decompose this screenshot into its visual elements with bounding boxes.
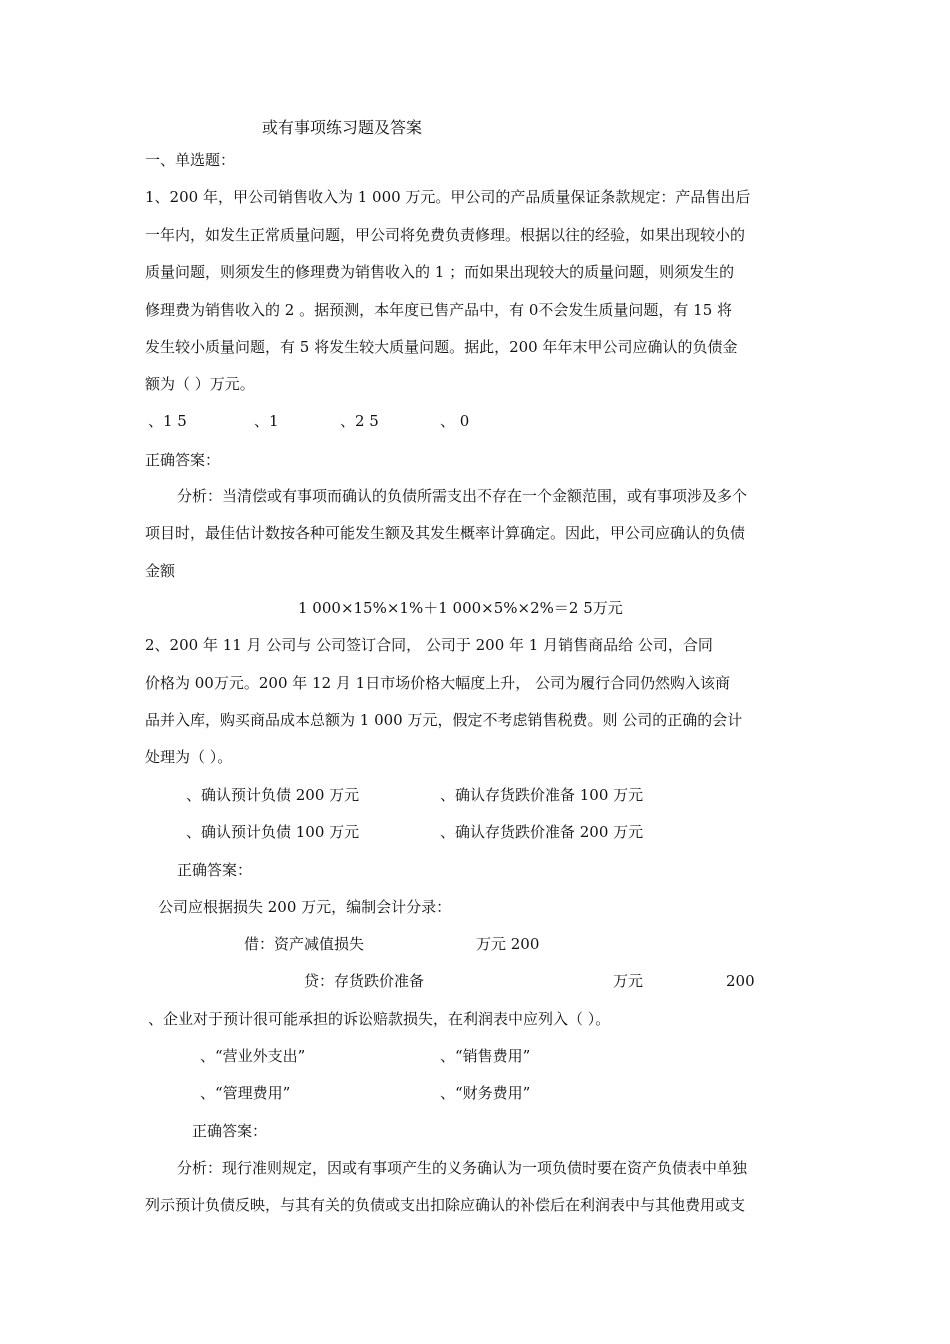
q2-option-d: 、确认存货跌价准备 200 万元 [440,823,644,841]
q2-option-a: 、确认预计负债 200 万元 [186,786,360,804]
q2-line: 处理为（ ）。 [145,748,233,766]
q2-answer-label: 正确答案： [177,861,253,879]
q1-option-a: 、1 5 [148,412,187,430]
q1-line: 一年内，如发生正常质量问题，甲公司将免费负责修理。根据以往的经验，如果出现较小的 [145,226,746,244]
q1-analysis-line: 金额 [145,562,176,580]
q1-analysis-line: 分析：当清偿或有事项而确认的负债所需支出不存在一个金额范围，或有事项涉及多个 [177,487,748,505]
q3-analysis-line: 分析：现行准则规定，因或有事项产生的义务确认为一项负债时要在资产负债表中单独 [177,1159,748,1177]
q2-line: 2、200 年 11 月 公司与 公司签订合同， 公司于 200 年 1 月销售商品给 公司，合同 [145,636,713,654]
q2-credit-amount: 200 [726,972,755,990]
q2-line: 品并入库，购买商品成本总额为 1 000 万元，假定不考虑销售税费。则 公司的正确的会计 [145,711,743,729]
q2-debit-amount: 万元 200 [476,935,540,953]
q2-credit-entry: 贷：存货跌价准备 [304,972,425,990]
q1-line: 修理费为销售收入的 2 。据预测，本年度已售产品中，有 0不会发生质量问题，有 15 将 [145,301,733,319]
q2-credit-unit: 万元 [613,972,644,990]
q2-analysis: 公司应根据损失 200 万元，编制会计分录： [158,898,452,916]
q3-option-d: 、“财务费用” [440,1084,531,1102]
q3-answer-label: 正确答案： [192,1122,268,1140]
q1-analysis-line: 项目时，最佳估计数按各种可能发生额及其发生概率计算确定。因此，甲公司应确认的负债 [145,524,746,542]
q3-option-a: 、“营业外支出” [200,1047,306,1065]
q3-option-c: 、“管理费用” [200,1084,291,1102]
q1-option-d: 、 0 [440,412,470,430]
q2-line: 价格为 00万元。200 年 12 月 1日市场价格大幅度上升， 公司为履行合同仍然购入该商 [145,674,730,692]
q3-analysis-line: 列示预计负债反映，与其有关的负债或支出扣除应确认的补偿后在利润表中与其他费用或支 [145,1196,746,1214]
q2-option-c: 、确认预计负债 100 万元 [186,823,360,841]
q2-option-b: 、确认存货跌价准备 100 万元 [440,786,644,804]
doc-title: 或有事项练习题及答案 [262,118,423,137]
q1-line: 质量问题，则须发生的修理费为销售收入的 1 ；而如果出现较大的质量问题，则须发生的 [145,263,735,281]
q2-debit-entry: 借：资产减值损失 [244,935,365,953]
q1-line: 额为（ ）万元。 [145,375,255,393]
q1-line: 发生较小质量问题，有 5 将发生较大质量问题。据此，200 年年末甲公司应确认的负债金 [145,338,738,356]
q1-option-b: 、1 [254,412,279,430]
q1-formula: 1 000×15%×1%＋1 000×5%×2%＝2 5万元 [298,599,623,617]
q1-line: 1、200 年，甲公司销售收入为 1 000 万元。甲公司的产品质量保证条款规定：产品售出后 [145,188,751,206]
q3-option-b: 、“销售费用” [440,1047,531,1065]
q1-answer-label: 正确答案： [145,451,221,469]
q1-option-c: 、2 5 [340,412,379,430]
section-heading: 一、单选题： [145,151,236,169]
q3-line: 、企业对于预计很可能承担的诉讼赔款损失，在利润表中应列入（ ）。 [148,1010,611,1028]
